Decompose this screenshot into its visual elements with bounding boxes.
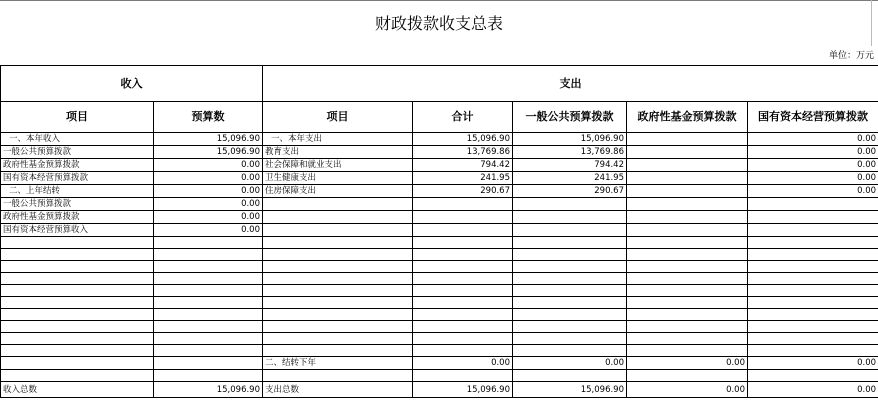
table-cell[interactable]: [627, 273, 748, 285]
table-cell[interactable]: 0.00: [413, 357, 513, 370]
table-cell[interactable]: [627, 211, 748, 224]
table-cell[interactable]: [748, 333, 878, 345]
table-cell[interactable]: 0.00: [748, 159, 878, 172]
table-cell[interactable]: [1, 249, 154, 261]
table-cell[interactable]: 教育支出: [263, 146, 413, 159]
table-cell[interactable]: 卫生健康支出: [263, 172, 413, 185]
table-cell[interactable]: 15,096.90: [154, 133, 263, 146]
table-cell[interactable]: [513, 237, 627, 249]
table-row: [1, 261, 878, 273]
col-header[interactable]: 政府性基金预算拨款: [627, 102, 748, 133]
table-cell[interactable]: 290.67: [413, 185, 513, 198]
table-cell[interactable]: [154, 297, 263, 309]
table-cell[interactable]: 0.00: [748, 382, 878, 398]
table-cell[interactable]: 0.00: [154, 159, 263, 172]
table-row: [1, 133, 878, 146]
table-cell[interactable]: [263, 237, 413, 249]
col-header[interactable]: 项目: [263, 102, 413, 133]
table-cell[interactable]: 一般公共预算拨款: [1, 198, 154, 211]
table-cell[interactable]: [627, 172, 748, 185]
table-cell[interactable]: [513, 370, 627, 382]
table-cell[interactable]: [1, 345, 154, 357]
table-row: [1, 345, 878, 357]
table-cell[interactable]: 住房保障支出: [263, 185, 413, 198]
table-cell[interactable]: 0.00: [748, 133, 878, 146]
table-cell[interactable]: 政府性基金预算拨款: [1, 159, 154, 172]
header-row: [1, 102, 878, 133]
table-cell[interactable]: [627, 159, 748, 172]
table-cell[interactable]: 0.00: [748, 172, 878, 185]
table-cell[interactable]: [748, 249, 878, 261]
table-cell[interactable]: [513, 273, 627, 285]
table-cell[interactable]: [1, 285, 154, 297]
table-cell[interactable]: [263, 370, 413, 382]
col-header[interactable]: 项目: [1, 102, 154, 133]
table-cell[interactable]: [513, 309, 627, 321]
table-cell[interactable]: [748, 273, 878, 285]
table-cell[interactable]: [1, 321, 154, 333]
table-cell[interactable]: [1, 309, 154, 321]
table-cell[interactable]: [413, 345, 513, 357]
table-cell[interactable]: 0.00: [627, 382, 748, 398]
table-row: [1, 333, 878, 345]
table-cell[interactable]: [627, 370, 748, 382]
table-cell[interactable]: [1, 273, 154, 285]
section-row: [1, 66, 878, 102]
table-cell[interactable]: 收入总数: [1, 382, 154, 398]
table-cell[interactable]: [1, 357, 154, 370]
table-cell[interactable]: 15,096.90: [154, 382, 263, 398]
total-row: [1, 382, 878, 398]
table-cell[interactable]: [513, 321, 627, 333]
table-cell[interactable]: [748, 211, 878, 224]
table-cell[interactable]: 794.42: [413, 159, 513, 172]
table-cell[interactable]: [627, 309, 748, 321]
table-cell[interactable]: [413, 321, 513, 333]
table-cell[interactable]: [413, 224, 513, 237]
section-income[interactable]: 收入: [1, 66, 263, 102]
table-cell[interactable]: [263, 224, 413, 237]
table-cell[interactable]: [627, 237, 748, 249]
table-cell[interactable]: 二、上年结转: [1, 185, 154, 198]
page-title: 财政拨款收支总表: [0, 0, 878, 46]
table-row: [1, 321, 878, 333]
table-cell[interactable]: [627, 249, 748, 261]
table-cell[interactable]: [513, 224, 627, 237]
table-row: [1, 309, 878, 321]
table-cell[interactable]: [413, 273, 513, 285]
table-cell[interactable]: 一、本年支出: [263, 133, 413, 146]
table-cell[interactable]: 290.67: [513, 185, 627, 198]
table-cell[interactable]: [627, 297, 748, 309]
table-cell[interactable]: 241.95: [513, 172, 627, 185]
summary-table: [0, 65, 878, 398]
table-cell[interactable]: [263, 261, 413, 273]
table-cell[interactable]: [627, 133, 748, 146]
table-row: [1, 370, 878, 382]
table-cell[interactable]: [513, 345, 627, 357]
table-cell[interactable]: 0.00: [154, 198, 263, 211]
table-row: [1, 357, 878, 370]
table-cell[interactable]: 15,096.90: [413, 133, 513, 146]
col-header[interactable]: 一般公共预算拨款: [513, 102, 627, 133]
table-cell[interactable]: [627, 321, 748, 333]
table-cell[interactable]: [627, 224, 748, 237]
table-cell[interactable]: [513, 211, 627, 224]
table-row: [1, 211, 878, 224]
table-cell[interactable]: [627, 261, 748, 273]
table-cell[interactable]: 241.95: [413, 172, 513, 185]
table-cell[interactable]: [263, 297, 413, 309]
table-cell[interactable]: [154, 370, 263, 382]
table-cell[interactable]: 13,769.86: [513, 146, 627, 159]
col-header[interactable]: 合计: [413, 102, 513, 133]
table-cell[interactable]: 0.00: [513, 357, 627, 370]
table-cell[interactable]: [413, 309, 513, 321]
table-cell[interactable]: [263, 309, 413, 321]
table-cell[interactable]: 一般公共预算拨款: [1, 146, 154, 159]
table-cell[interactable]: 15,096.90: [413, 382, 513, 398]
table-cell[interactable]: [513, 297, 627, 309]
table-cell[interactable]: [154, 237, 263, 249]
table-cell[interactable]: 支出总数: [263, 382, 413, 398]
table-row: [1, 273, 878, 285]
table-cell[interactable]: [154, 321, 263, 333]
table-cell[interactable]: [263, 249, 413, 261]
table-cell[interactable]: [263, 333, 413, 345]
table-cell[interactable]: [1, 370, 154, 382]
table-cell[interactable]: [263, 345, 413, 357]
table-cell[interactable]: [154, 357, 263, 370]
table-cell[interactable]: [748, 261, 878, 273]
table-cell[interactable]: [748, 321, 878, 333]
table-cell[interactable]: [748, 297, 878, 309]
table-cell[interactable]: 二、结转下年: [263, 357, 413, 370]
table-cell[interactable]: 15,096.90: [154, 146, 263, 159]
table-cell[interactable]: [263, 321, 413, 333]
table-cell[interactable]: 国有资本经营预算拨款: [1, 172, 154, 185]
table-cell[interactable]: [263, 211, 413, 224]
table-cell[interactable]: [513, 249, 627, 261]
col-header[interactable]: 预算数: [154, 102, 263, 133]
table-cell[interactable]: [748, 345, 878, 357]
table-cell[interactable]: 0.00: [154, 185, 263, 198]
table-cell[interactable]: [154, 309, 263, 321]
table-cell[interactable]: [748, 198, 878, 211]
table-row: [1, 249, 878, 261]
table-cell[interactable]: [748, 309, 878, 321]
table-cell[interactable]: [513, 198, 627, 211]
table-cell[interactable]: [413, 285, 513, 297]
table-cell[interactable]: [413, 237, 513, 249]
table-cell[interactable]: 0.00: [748, 357, 878, 370]
table-cell[interactable]: [263, 285, 413, 297]
table-cell[interactable]: [627, 185, 748, 198]
table-cell[interactable]: 0.00: [154, 172, 263, 185]
table-cell[interactable]: [627, 333, 748, 345]
table-cell[interactable]: [413, 198, 513, 211]
table-cell[interactable]: [748, 237, 878, 249]
table-cell[interactable]: 15,096.90: [513, 133, 627, 146]
table-cell[interactable]: [154, 333, 263, 345]
table-cell[interactable]: [154, 345, 263, 357]
table-cell[interactable]: 0.00: [627, 357, 748, 370]
table-cell[interactable]: [154, 261, 263, 273]
table-cell[interactable]: [154, 273, 263, 285]
table-cell[interactable]: [513, 333, 627, 345]
table-cell[interactable]: [748, 224, 878, 237]
table-cell[interactable]: [748, 370, 878, 382]
table-cell[interactable]: [413, 370, 513, 382]
table-cell[interactable]: [627, 198, 748, 211]
table-row: [1, 185, 878, 198]
table-cell[interactable]: [513, 285, 627, 297]
table-cell[interactable]: [413, 297, 513, 309]
table-cell[interactable]: [413, 333, 513, 345]
table-cell[interactable]: [627, 146, 748, 159]
table-row: [1, 198, 878, 211]
table-cell[interactable]: 0.00: [154, 211, 263, 224]
table-cell[interactable]: [413, 261, 513, 273]
table-cell[interactable]: 国有资本经营预算收入: [1, 224, 154, 237]
table-cell[interactable]: 13,769.86: [413, 146, 513, 159]
table-row: [1, 146, 878, 159]
table-cell[interactable]: 政府性基金预算拨款: [1, 211, 154, 224]
table-cell[interactable]: [154, 249, 263, 261]
table-row: [1, 297, 878, 309]
table-cell[interactable]: [1, 333, 154, 345]
table-cell[interactable]: [263, 273, 413, 285]
table-cell[interactable]: [263, 198, 413, 211]
table-cell[interactable]: [154, 285, 263, 297]
table-cell[interactable]: [413, 211, 513, 224]
table-cell[interactable]: 0.00: [748, 185, 878, 198]
table-cell[interactable]: 社会保障和就业支出: [263, 159, 413, 172]
col-header[interactable]: 国有资本经营预算拨款: [748, 102, 878, 133]
table-row: [1, 285, 878, 297]
table-cell[interactable]: [513, 261, 627, 273]
window-edge: [871, 0, 878, 46]
table-cell[interactable]: [413, 249, 513, 261]
table-cell[interactable]: [627, 345, 748, 357]
table-row: [1, 237, 878, 249]
table-row: [1, 159, 878, 172]
table-cell[interactable]: [1, 297, 154, 309]
section-expense[interactable]: 支出: [263, 66, 878, 102]
table-cell[interactable]: 一、本年收入: [1, 133, 154, 146]
table-cell[interactable]: [1, 261, 154, 273]
table-cell[interactable]: 794.42: [513, 159, 627, 172]
table-row: [1, 172, 878, 185]
table-cell[interactable]: [748, 285, 878, 297]
table-cell[interactable]: 15,096.90: [513, 382, 627, 398]
table-row: [1, 224, 878, 237]
table-cell[interactable]: 0.00: [748, 146, 878, 159]
table-cell[interactable]: [627, 285, 748, 297]
table-cell[interactable]: 0.00: [154, 224, 263, 237]
unit-label: 单位：万元: [828, 51, 874, 61]
table-cell[interactable]: [1, 237, 154, 249]
